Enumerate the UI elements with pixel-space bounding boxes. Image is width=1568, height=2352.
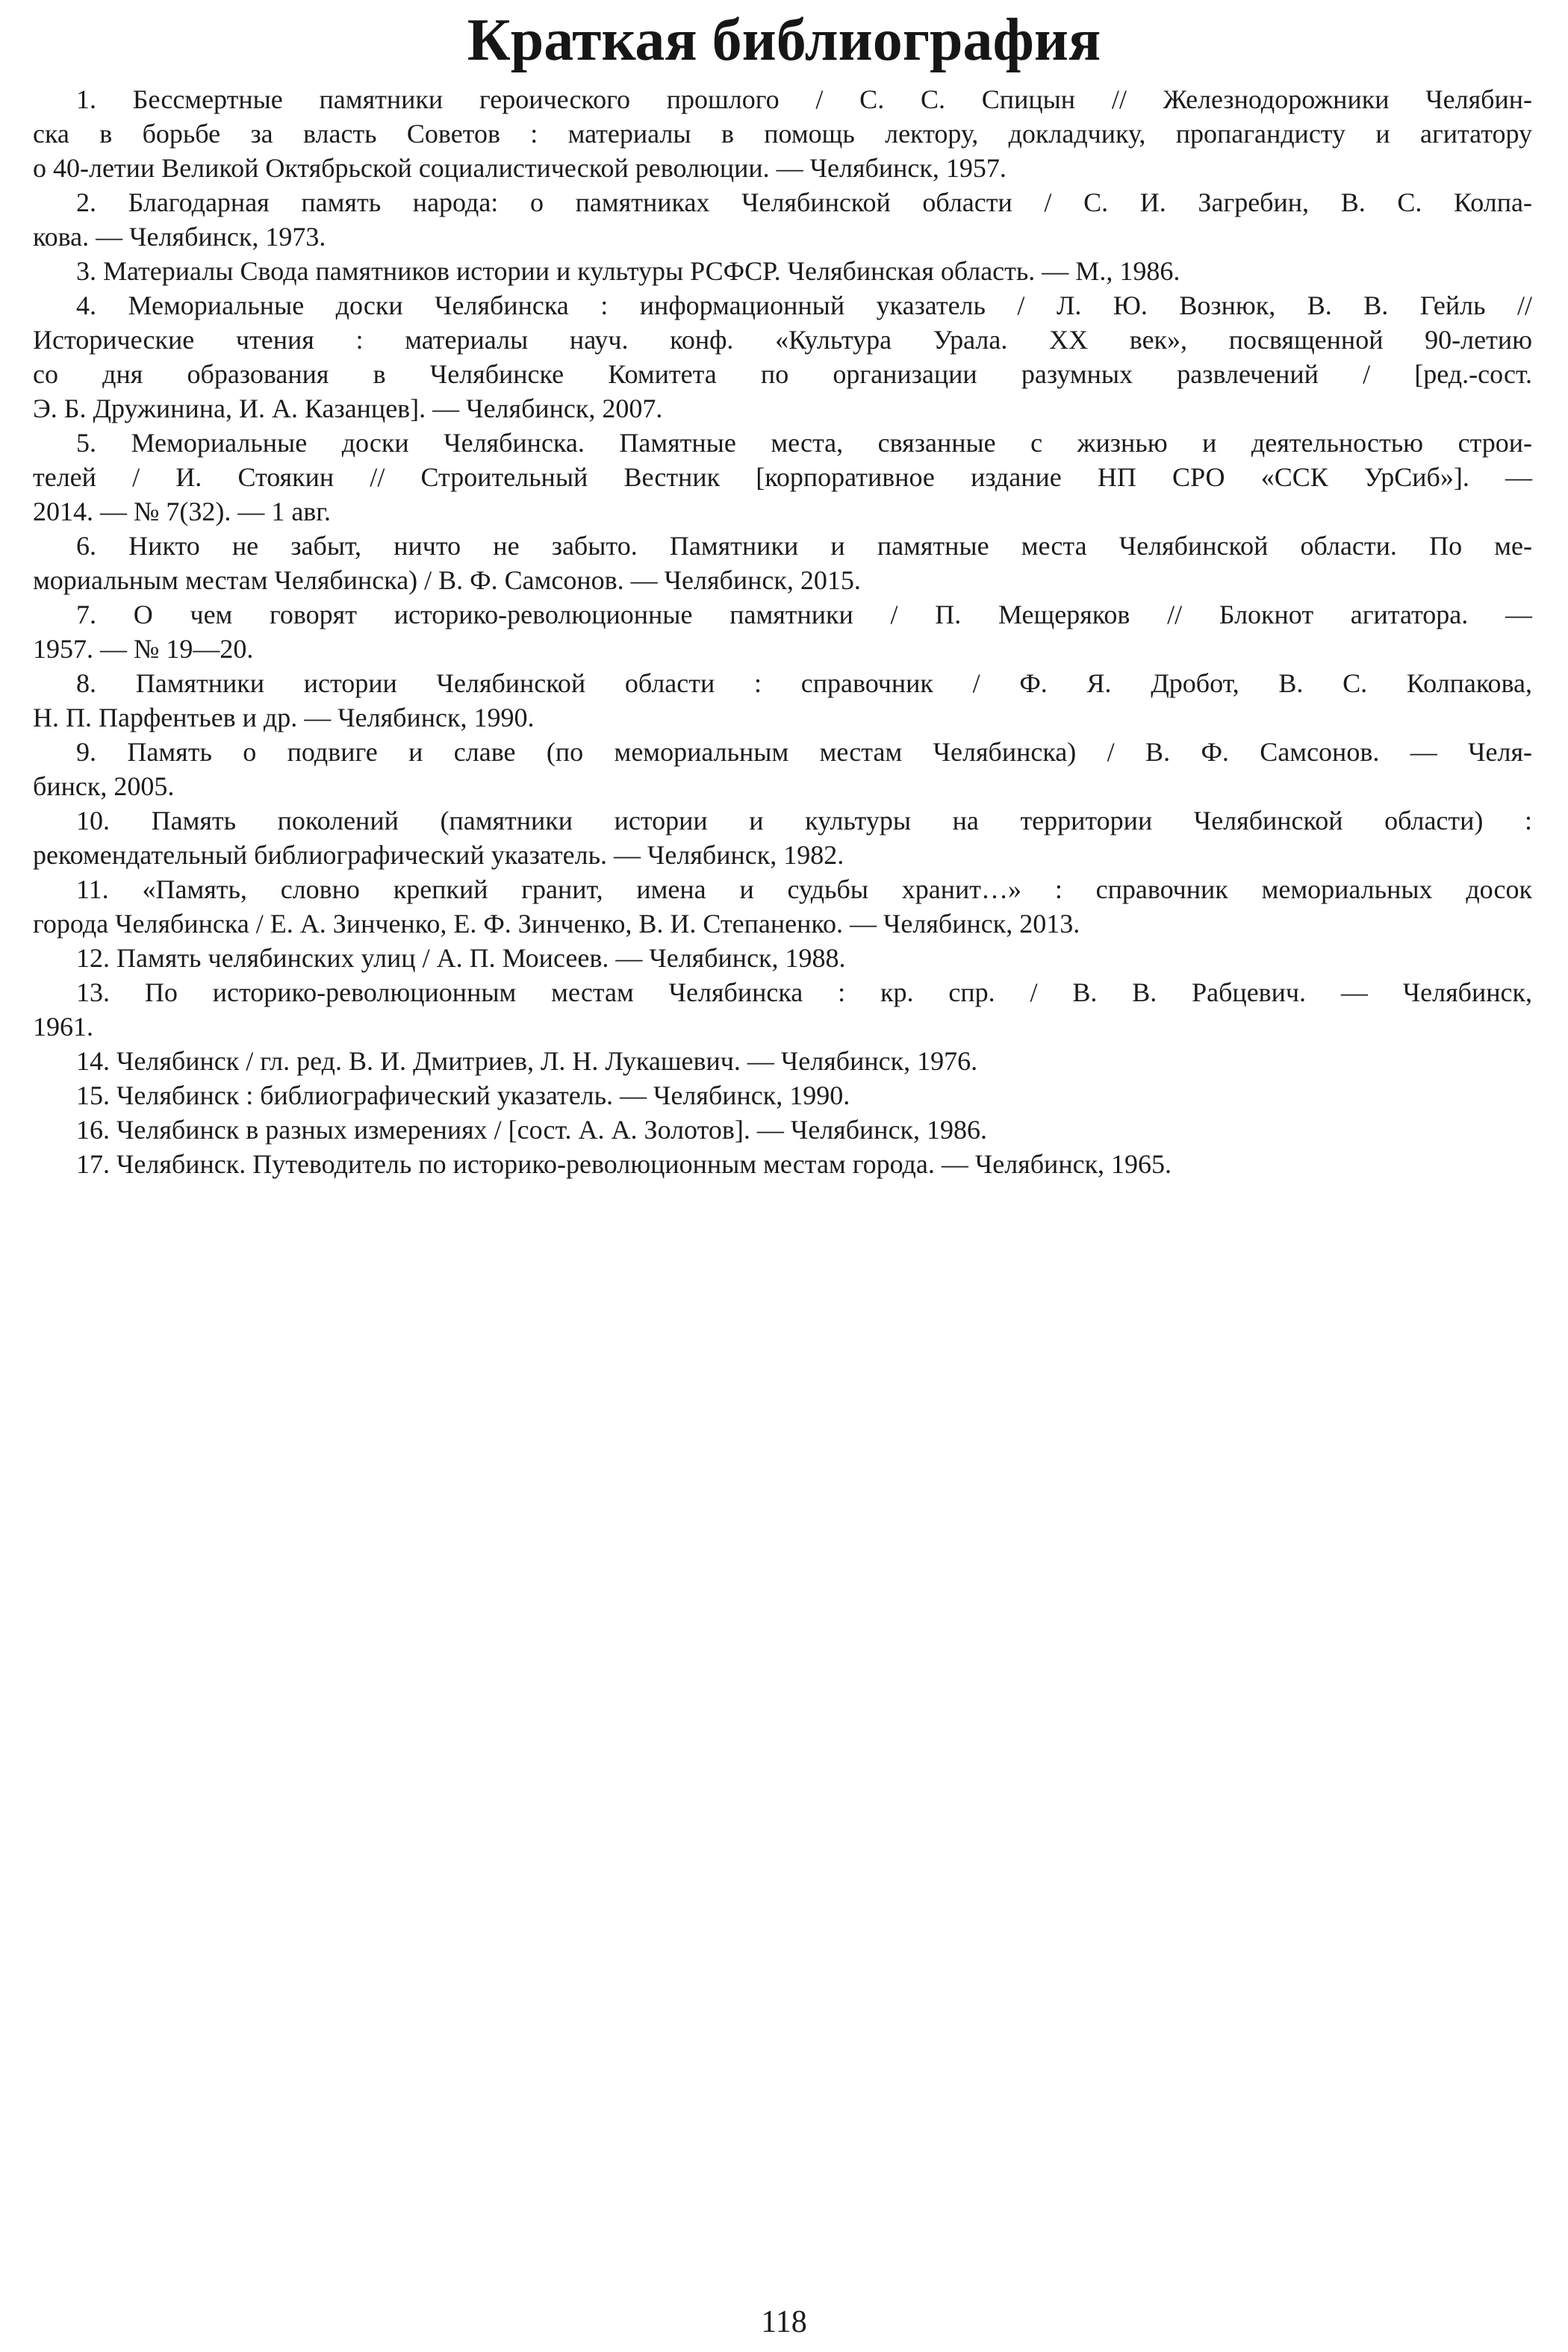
bibliography-entry	[33, 254, 1532, 288]
entry-line: бинск, 2005.	[33, 771, 175, 801]
page-title: Краткая библиография	[467, 7, 1101, 73]
entry-line: о 40-летии Великой Октябрьской социалистической революции. — Челябинск, 1957.	[33, 153, 1007, 183]
entry-line: 2. Благодарная память народа: о памятниках Челябинской области / С. И. Загребин, В. С. Колпа-	[76, 187, 1532, 217]
bibliography-entry	[33, 529, 1532, 597]
bibliography-entry	[33, 1044, 1532, 1078]
entry-line: 12. Память челябинских улиц / А. П. Моисеев. — Челябинск, 1988.	[76, 943, 846, 973]
entry-line: Н. П. Парфентьев и др. — Челябинск, 1990.	[33, 703, 535, 732]
entry-line: мориальным местам Челябинска) / В. Ф. Самсонов. — Челябинск, 2015.	[33, 565, 861, 595]
entry-line: 6. Никто не забыт, ничто не забыто. Памятники и памятные места Челябинской области. По ме-	[76, 531, 1532, 561]
bibliography-entry	[33, 597, 1532, 666]
entry-line: со дня образования в Челябинске Комитета по организации разумных развлечений / [ред.-сост.	[33, 359, 1532, 389]
bibliography-list	[33, 82, 1532, 1181]
entry-line: 2014. — № 7(32). — 1 авг.	[33, 497, 332, 526]
entry-line: кова. — Челябинск, 1973.	[33, 222, 326, 252]
entry-line: ска в борьбе за власть Советов : материалы в помощь лектору, докладчику, пропагандисту и агитатору	[33, 119, 1532, 149]
bibliography-entry	[33, 941, 1532, 975]
entry-line: Исторические чтения : материалы науч. конф. «Культура Урала. XX век», посвященной 90-летию	[33, 325, 1532, 355]
entry-line: 7. О чем говорят историко-революционные памятники / П. Мещеряков // Блокнот агитатора. —	[76, 600, 1532, 629]
bibliography-entry	[33, 82, 1532, 185]
bibliography-entry	[33, 872, 1532, 941]
entry-line: 3. Материалы Свода памятников истории и культуры РСФСР. Челябинская область. — М., 1986.	[76, 256, 1180, 286]
entry-line: 5. Мемориальные доски Челябинска. Памятные места, связанные с жизнью и деятельностью строи-	[76, 428, 1532, 458]
entry-line: 16. Челябинск в разных измерениях / [сост. А. А. Золотов]. — Челябинск, 1986.	[76, 1115, 988, 1145]
entry-line: 1961.	[33, 1012, 93, 1042]
bibliography-entry	[33, 426, 1532, 529]
entry-line: рекомендательный библиографический указатель. — Челябинск, 1982.	[33, 840, 844, 870]
bibliography-entry	[33, 735, 1532, 803]
entry-line: 1. Бессмертные памятники героического прошлого / С. С. Спицын // Железнодорожники Челябин-	[76, 84, 1532, 114]
entry-line: 8. Памятники истории Челябинской области : справочник / Ф. Я. Дробот, В. С. Колпакова,	[76, 668, 1532, 698]
entry-line: Э. Б. Дружинина, И. А. Казанцев]. — Челябинск, 2007.	[33, 393, 663, 423]
entry-line: 1957. — № 19—20.	[33, 634, 254, 664]
page-number: 118	[761, 2305, 807, 2339]
entry-line: 9. Память о подвиге и славе (по мемориальным местам Челябинска) / В. Ф. Самсонов. — Челя-	[76, 737, 1532, 767]
bibliography-entry	[33, 1113, 1532, 1147]
entry-line: города Челябинска / Е. А. Зинченко, Е. Ф. Зинченко, В. И. Степаненко. — Челябинск, 2013.	[33, 909, 1080, 939]
bibliography-entry	[33, 1147, 1532, 1181]
entry-line: 10. Память поколений (памятники истории и культуры на территории Челябинской области) :	[76, 806, 1532, 836]
entry-line: телей / И. Стоякин // Строительный Вестник [корпоративное издание НП СРО «ССК УрСиб»]. —	[33, 462, 1532, 492]
bibliography-entry	[33, 185, 1532, 254]
bibliography-entry	[33, 1078, 1532, 1113]
bibliography-entry	[33, 975, 1532, 1044]
entry-line: 13. По историко-революционным местам Челябинска : кр. спр. / В. В. Рабцевич. — Челябинск,	[76, 977, 1532, 1007]
entry-line: 11. «Память, словно крепкий гранит, имена и судьбы хранит…» : справочник мемориальных досок	[76, 874, 1532, 904]
entry-line: 17. Челябинск. Путеводитель по историко-революционным местам города. — Челябинск, 1965.	[76, 1149, 1172, 1179]
bibliography-entry	[33, 666, 1532, 735]
bibliography-entry	[33, 803, 1532, 872]
entry-line: 4. Мемориальные доски Челябинска : информационный указатель / Л. Ю. Вознюк, В. В. Гейль //	[76, 290, 1532, 320]
entry-line: 15. Челябинск : библиографический указатель. — Челябинск, 1990.	[76, 1080, 850, 1110]
bibliography-entry	[33, 288, 1532, 426]
entry-line: 14. Челябинск / гл. ред. В. И. Дмитриев, Л. Н. Лукашевич. — Челябинск, 1976.	[76, 1046, 978, 1076]
